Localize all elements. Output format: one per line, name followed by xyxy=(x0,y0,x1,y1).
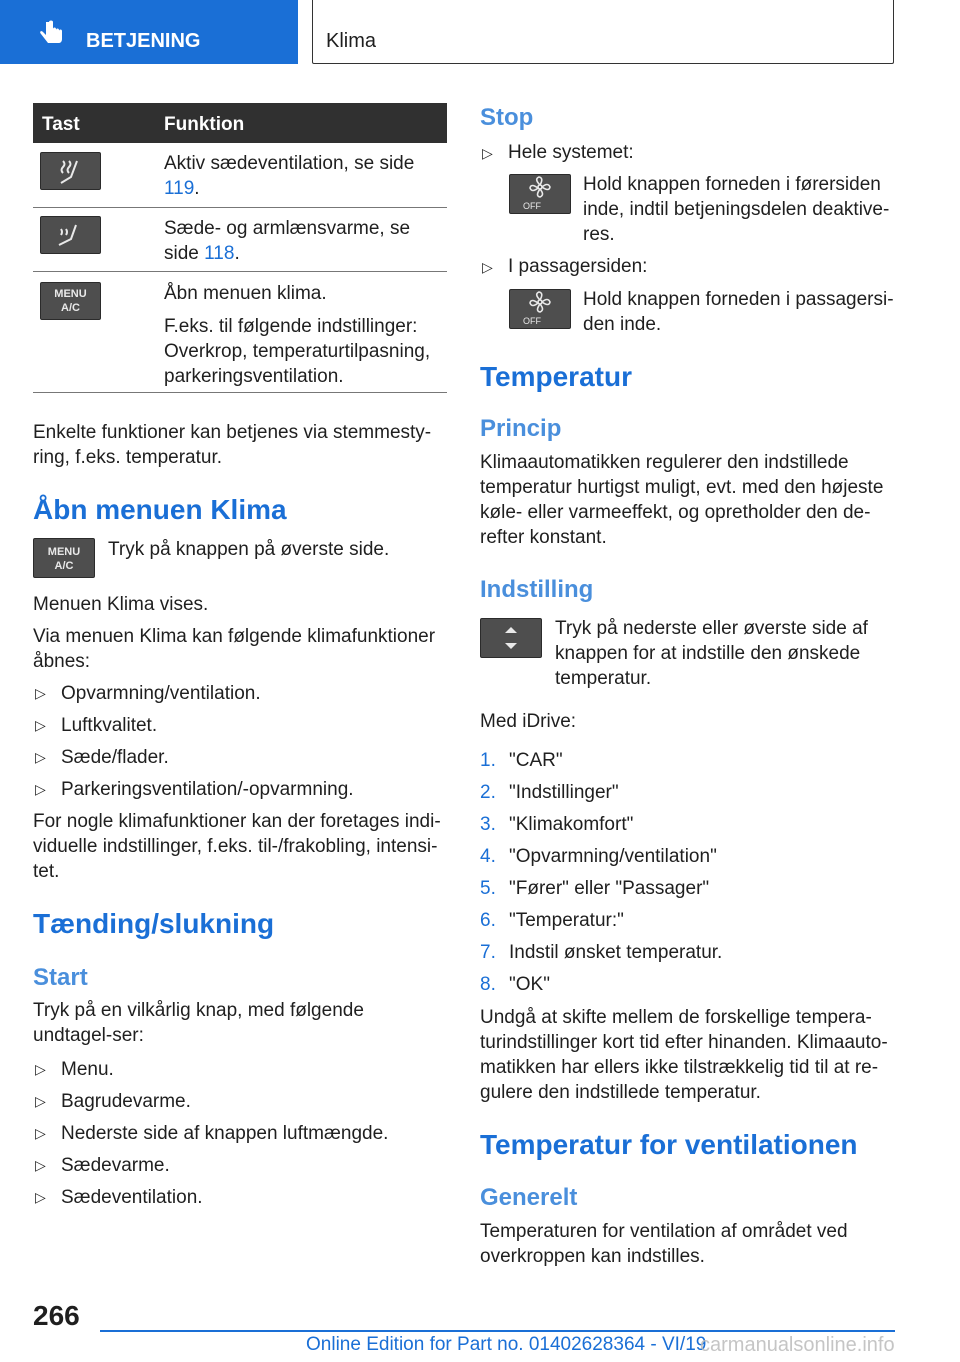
stop-passenger-text: Hold knappen forneden i passagersi-den inde. xyxy=(583,289,894,335)
start-heading: Start xyxy=(33,964,88,991)
on-off-heading: Tænding/slukning xyxy=(33,908,275,939)
row-divider xyxy=(33,392,447,393)
idrive-steps xyxy=(480,748,894,1004)
list-item: 4. "Opvarmning/ventilation" xyxy=(480,846,717,867)
list-item: ▷ Parkeringsventilation/-opvarmning. xyxy=(35,779,354,800)
temperature-heading: Temperatur xyxy=(480,361,632,392)
svg-text:OFF: OFF xyxy=(523,316,541,326)
general-text: Temperaturen for ventilation af området ved overkroppen kan indstilles. xyxy=(480,1221,848,1267)
list-item: ▷ Luftkvalitet. xyxy=(35,715,158,736)
start-text: Tryk på en vilkårlig knap, med følgende undtagel-ser: xyxy=(33,1000,364,1046)
list-item: 3. "Klimakomfort" xyxy=(480,814,634,835)
menu-ac-icon: MENU A/C xyxy=(40,282,101,320)
page-link[interactable]: 119 xyxy=(164,178,195,199)
table-row-text: Åbn menuen klima. F.eks. til følgende indstillinger: Overkrop, temperaturtilpasning, parkeringsventilation. xyxy=(164,283,431,387)
svg-text:OFF: OFF xyxy=(523,201,541,211)
table-row-text: Sæde- og armlænsvarme, se side 118. xyxy=(164,218,411,264)
list-item: 5. "Fører" eller "Passager" xyxy=(480,878,710,899)
list-item: ▷ Sæde/flader. xyxy=(35,747,169,768)
list-item: ▷ Bagrudevarme. xyxy=(35,1091,191,1112)
via-menu-text: Via menuen Klima kan følgende klimafunktioner åbnes: xyxy=(33,626,436,672)
stop-passenger-label: I passagersiden: xyxy=(508,256,648,277)
list-item: ▷ Menu. xyxy=(35,1059,114,1080)
hand-pointer-icon xyxy=(36,18,66,48)
principle-text: Klimaautomatikken regulerer den indstillede temperatur hurtigst muligt, evt. med den højeste køle- eller varmeeffekt, og opretholder den de-refter konstant. xyxy=(480,452,884,548)
exceptions-list xyxy=(33,1057,447,1217)
setting-text-1: Tryk på nederste eller øverste side af knappen for at indstille den ønskede temperatur. xyxy=(555,618,868,689)
row-divider xyxy=(33,271,447,272)
open-menu-heading: Åbn menuen Klima xyxy=(33,494,287,525)
row-divider xyxy=(33,207,447,208)
general-heading: Generelt xyxy=(480,1184,578,1211)
fan-off-icon xyxy=(509,289,571,329)
seat-ventilation-icon xyxy=(40,152,101,190)
list-item: 6. "Temperatur:" xyxy=(480,910,624,931)
page-tab xyxy=(312,0,894,64)
menu-ac-icon: MENU A/C xyxy=(33,538,95,578)
list-item: ▷ Opvarmning/ventilation. xyxy=(35,683,261,704)
fan-off-icon xyxy=(509,174,571,214)
edition-text: Online Edition for Part no. 01402628364 - VI/19 xyxy=(306,1334,707,1355)
menu-shown-text: Menuen Klima vises. xyxy=(33,594,209,615)
page-number: 266 xyxy=(33,1300,80,1331)
stop-all-text: Hold knappen forneden i førersiden inde, indtil betjeningsdelen deaktive-res. xyxy=(583,174,890,245)
section-tab xyxy=(0,0,298,64)
list-item: 8. "OK" xyxy=(480,974,550,995)
stop-all-label: Hele systemet: xyxy=(508,142,634,163)
intro-text: Enkelte funktioner kan betjenes via stemmesty-ring, f.eks. temperatur. xyxy=(33,422,432,468)
individual-text: For nogle klimafunktioner kan der foretages indi-viduelle indstillinger, f.eks. til-/frakobling, intensi-tet. xyxy=(33,811,441,882)
principle-heading: Princip xyxy=(480,415,562,442)
list-item: ▷ Sædeventilation. xyxy=(35,1187,203,1208)
list-item: 2. "Indstillinger" xyxy=(480,782,619,803)
watermark-text: carmanualsonline.info xyxy=(700,1334,895,1356)
section-label: BETJENING xyxy=(86,30,201,52)
stop-heading: Stop xyxy=(480,104,534,131)
function-list xyxy=(33,681,447,809)
page-link[interactable]: 118 xyxy=(204,243,235,264)
column-header-key: Tast xyxy=(42,114,80,135)
page-label: Klima xyxy=(326,30,377,52)
table-row-text: Aktiv sædeventilation, se side 119. xyxy=(164,153,415,199)
list-item: 7. Indstil ønsket temperatur. xyxy=(480,942,723,963)
open-menu-text: Tryk på knappen på øverste side. xyxy=(108,539,390,560)
table-header xyxy=(33,103,447,143)
vent-temperature-heading: Temperatur for ventilationen xyxy=(480,1129,858,1160)
avoid-text: Undgå at skifte mellem de forskellige tempera-turindstillinger kort tid efter hinanden. Klimaauto-matikken har ellers ikke tilstrækkelig tid til at re-gulere den indstillede temperatur. xyxy=(480,1007,888,1103)
temperature-rocker-icon xyxy=(480,618,542,658)
footer-rule xyxy=(100,1330,895,1332)
setting-heading: Indstilling xyxy=(480,576,594,603)
seat-heating-icon xyxy=(40,216,101,254)
list-item: ▷ Sædevarme. xyxy=(35,1155,170,1176)
idrive-label: Med iDrive: xyxy=(480,711,577,732)
column-header-function: Funktion xyxy=(164,114,245,135)
list-item: ▷ Nederste side af knappen luftmængde. xyxy=(35,1123,389,1144)
list-item: 1. "CAR" xyxy=(480,750,563,771)
